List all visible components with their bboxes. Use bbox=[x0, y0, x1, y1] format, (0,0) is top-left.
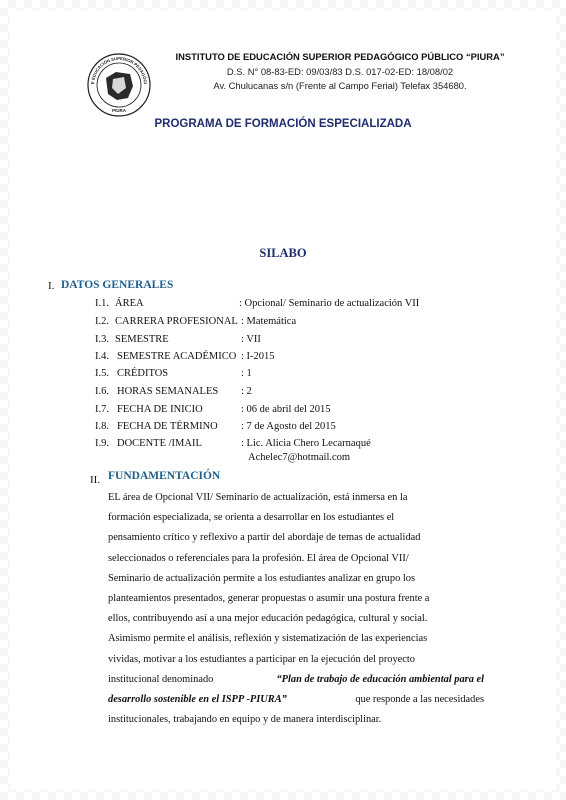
row-label: DOCENTE /IMAIL bbox=[117, 438, 202, 449]
section-1-number: I. bbox=[48, 280, 55, 292]
row-label: HORAS SEMANALES bbox=[117, 386, 219, 397]
row-value: : VII bbox=[241, 334, 261, 345]
row-number: I.5. bbox=[95, 368, 109, 379]
row-value: : 1 bbox=[241, 368, 252, 379]
email-value: Achelec7@hotmail.com bbox=[248, 452, 351, 463]
paragraph-line: EL área de Opcional VII/ Seminario de actualización, está inmersa en la bbox=[108, 492, 408, 503]
row-number: I.2. bbox=[95, 316, 109, 327]
row-label: SEMESTRE bbox=[115, 334, 169, 345]
row-label: ÁREA bbox=[115, 298, 144, 309]
project-name-part1: “Plan de trabajo de educación ambiental para el bbox=[276, 673, 484, 685]
row-value: : Lic. Alicia Chero Lecarnaqué bbox=[241, 438, 371, 449]
row-value: : Matemática bbox=[241, 316, 297, 327]
row-number: I.7. bbox=[95, 404, 109, 415]
paragraph-line: institucionales, trabajando en equipo y de manera interdisciplinar. bbox=[108, 714, 382, 726]
paragraph-text: institucional denominado bbox=[108, 673, 214, 685]
document-title: SILABO bbox=[259, 246, 307, 260]
paragraph-line: Seminario de actualización permite a los estudiantes analizar en grupo los bbox=[108, 572, 415, 584]
program-title: PROGRAMA DE FORMACIÓN ESPECIALIZADA bbox=[154, 118, 412, 130]
row-label: FECHA DE INICIO bbox=[117, 404, 203, 415]
logo-bottom-text: PIURA bbox=[111, 108, 127, 113]
section-1-title: DATOS GENERALES bbox=[61, 279, 174, 291]
row-number: I.1. bbox=[95, 298, 109, 309]
row-label: CARRERA PROFESIONAL bbox=[115, 316, 238, 327]
section-2-number: II. bbox=[90, 474, 101, 486]
paragraph-line: vividas, motivar a los estudiantes a participar en la ejecución del proyecto bbox=[108, 653, 415, 665]
paragraph-line bbox=[108, 691, 484, 711]
paragraph-line: pensamiento crítico y reflexivo a partir del abordaje de temas de actualidad bbox=[108, 532, 421, 544]
paragraph-line: planteamientos presentados, generar propuestas o asumir una postura frente a bbox=[108, 592, 430, 604]
paragraph-line: seleccionados o referenciales para la profesión. El área de Opcional VII/ bbox=[108, 552, 409, 564]
row-value: : 2 bbox=[241, 386, 252, 397]
paragraph-line bbox=[108, 671, 484, 691]
paragraph-line: Asimismo permite el análisis, reflexión y sistematización de las experiencias bbox=[108, 633, 428, 645]
row-value: : I-2015 bbox=[241, 351, 275, 362]
logo-ring-text: E EDUCACIÓN SUPERIOR PEDAGÓGI bbox=[89, 55, 148, 85]
section-2-title: FUNDAMENTACIÓN bbox=[108, 470, 221, 482]
row-number: I.9. bbox=[95, 438, 109, 449]
row-label: FECHA DE TÉRMINO bbox=[117, 421, 218, 432]
row-number: I.6. bbox=[95, 386, 109, 397]
row-value: : 7 de Agosto del 2015 bbox=[241, 421, 336, 432]
row-number: I.4. bbox=[95, 351, 109, 362]
project-name-part2: desarrollo sostenible en el ISPP -PIURA” bbox=[108, 693, 287, 705]
row-label: CRÉDITOS bbox=[117, 368, 169, 379]
row-value: : Opcional/ Seminario de actualización VII bbox=[239, 298, 420, 309]
row-number: I.8. bbox=[95, 421, 109, 432]
paragraph-line: ellos, contribuyendo así a una mejor educación pedagógica, cultural y social. bbox=[108, 613, 428, 625]
paragraph-line: formación especializada, se orienta a desarrollar en los estudiantes el bbox=[108, 512, 395, 524]
fundamentacion-paragraph bbox=[108, 489, 484, 731]
address-line: Av. Chulucanas s/n (Frente al Campo Ferial) Telefax 354680. bbox=[213, 80, 467, 91]
institution-name: INSTITUTO DE EDUCACIÓN SUPERIOR PEDAGÓGICO PÚBLICO “PIURA” bbox=[175, 51, 505, 62]
row-number: I.3. bbox=[95, 334, 109, 345]
row-value: : 06 de abril del 2015 bbox=[241, 404, 331, 415]
decree-line: D.S. N° 08-83-ED: 09/03/83 D.S. 017-02-ED: 18/08/02 bbox=[226, 66, 454, 77]
row-label: SEMESTRE ACADÉMICO bbox=[117, 351, 237, 362]
paragraph-text: que responde a las necesidades bbox=[355, 693, 484, 705]
